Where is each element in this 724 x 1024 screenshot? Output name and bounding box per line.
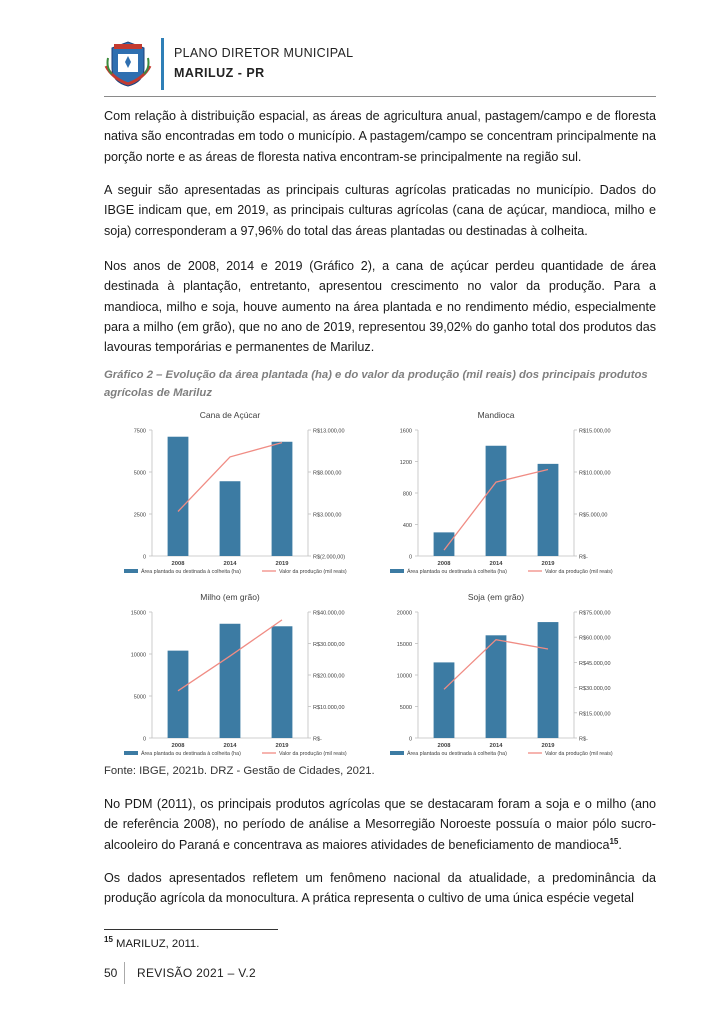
legend-swatch-area bbox=[390, 569, 404, 573]
figure-caption: Gráfico 2 – Evolução da área plantada (ha) e do valor da produção (mil reais) dos principais produtos agrícolas de Mariluz bbox=[104, 369, 648, 399]
chart-svg bbox=[370, 586, 632, 764]
y2-tick-label: R$(2.000,00) bbox=[313, 554, 346, 561]
chart-svg bbox=[370, 404, 632, 582]
bar-2019 bbox=[272, 442, 293, 556]
y2-tick-label: R$5.000,00 bbox=[579, 512, 608, 519]
bar-2019 bbox=[272, 626, 293, 738]
x-tick-label: 2014 bbox=[489, 561, 503, 567]
x-tick-label: 2019 bbox=[541, 561, 555, 567]
bar-2014 bbox=[220, 624, 241, 738]
y-tick-label: 0 bbox=[142, 736, 146, 743]
x-tick-label: 2008 bbox=[437, 561, 451, 567]
revision-label: REVISÃO 2021 – V.2 bbox=[137, 966, 257, 980]
legend-label-area: Área plantada ou destinada à colheita (ha) bbox=[407, 569, 507, 575]
y-tick-label: 15000 bbox=[396, 642, 412, 648]
chart-title: Soja (em grão) bbox=[467, 592, 525, 602]
x-tick-label: 2019 bbox=[541, 743, 555, 749]
paragraph-3: Nos anos de 2008, 2014 e 2019 (Gráfico 2), a cana de açúcar perdeu quantidade de área destinada à plantação, entretanto, apresentou crescimento no valor da produção. Para a mandioca, milho e soja, houve aumento na área plantada e no rendimento médio, especialmente para a milho (em grão), que no ano de 2019, representou 39,02% do ganho total dos produtos das lavouras temporárias e permanentes de Mariluz. bbox=[104, 259, 656, 355]
y-tick-label: 400 bbox=[402, 523, 412, 529]
chart-milho bbox=[104, 586, 366, 764]
page-header bbox=[104, 36, 656, 97]
x-tick-label: 2014 bbox=[223, 561, 237, 567]
y-tick-label: 0 bbox=[408, 554, 412, 561]
y-tick-label: 2500 bbox=[133, 512, 146, 519]
y2-tick-label: R$- bbox=[579, 736, 588, 743]
footnote-mark: 15 bbox=[104, 935, 113, 945]
legend-label-value: Valor da produção (mil reais) bbox=[545, 751, 613, 757]
x-tick-label: 2014 bbox=[489, 743, 503, 749]
y-tick-label: 10000 bbox=[130, 652, 146, 659]
y2-tick-label: R$20.000,00 bbox=[313, 673, 345, 680]
y-tick-label: 1600 bbox=[399, 428, 412, 435]
x-tick-label: 2008 bbox=[171, 743, 185, 749]
y-tick-label: 10000 bbox=[396, 673, 412, 680]
y2-tick-label: R$75.000,00 bbox=[579, 610, 611, 617]
legend-label-area: Área plantada ou destinada à colheita (ha) bbox=[141, 751, 241, 757]
y2-tick-label: R$8.000,00 bbox=[313, 470, 342, 477]
bar-2008 bbox=[434, 662, 455, 738]
y2-tick-label: R$10.000,00 bbox=[313, 705, 345, 711]
y2-tick-label: R$30.000,00 bbox=[579, 686, 611, 693]
bar-2019 bbox=[538, 464, 559, 556]
legend-swatch-area bbox=[124, 569, 138, 573]
municipal-coat-of-arms-icon bbox=[104, 38, 152, 88]
x-tick-label: 2014 bbox=[223, 743, 237, 749]
paragraph-5: Os dados apresentados refletem um fenômeno nacional da atualidade, a predominância da produção agrícola da monocultura. A prática representa o cultivo de uma única espécie vegetal bbox=[104, 871, 656, 906]
y-tick-label: 0 bbox=[142, 554, 146, 561]
x-tick-label: 2008 bbox=[171, 561, 185, 567]
footnote bbox=[104, 935, 200, 950]
footnote-reference[interactable]: 15 bbox=[609, 836, 619, 846]
y2-tick-label: R$15.000,00 bbox=[579, 428, 611, 435]
chart-title: Mandioca bbox=[477, 410, 515, 420]
y2-tick-label: R$- bbox=[579, 554, 588, 561]
y2-tick-label: R$60.000,00 bbox=[579, 635, 611, 642]
y-tick-label: 15000 bbox=[130, 610, 146, 617]
y2-tick-label: R$- bbox=[313, 736, 322, 743]
legend-label-value: Valor da produção (mil reais) bbox=[279, 751, 347, 757]
footer-divider bbox=[124, 962, 125, 984]
header-accent-bar bbox=[161, 38, 164, 90]
chart-soja bbox=[370, 586, 632, 764]
y2-tick-label: R$15.000,00 bbox=[579, 711, 611, 718]
x-tick-label: 2019 bbox=[275, 561, 289, 567]
page-number: 50 bbox=[104, 966, 118, 980]
footnote-divider bbox=[104, 929, 278, 930]
x-tick-label: 2019 bbox=[275, 743, 289, 749]
header-subtitle: MARILUZ - PR bbox=[174, 66, 265, 80]
bar-2008 bbox=[168, 651, 189, 738]
y2-tick-label: R$10.000,00 bbox=[579, 470, 611, 477]
y-tick-label: 0 bbox=[408, 736, 412, 743]
chart-mandioca bbox=[370, 404, 632, 582]
chart-title: Cana de Açúcar bbox=[199, 410, 261, 420]
y2-tick-label: R$45.000,00 bbox=[579, 660, 611, 667]
y2-tick-label: R$3.000,00 bbox=[313, 512, 342, 519]
chart-cana-de-acucar bbox=[104, 404, 366, 582]
paragraph-4: No PDM (2011), os principais produtos agrícolas que se destacaram foram a soja e o milho (ano de referência 2008), no período de análise a Mesorregião Noroeste possuía o maior pólo sucro-alcooleiro do Paraná e concentrava as maiores atividades de beneficiamento de mandioca$^{15}$. bbox=[104, 797, 656, 852]
x-tick-label: 2008 bbox=[437, 743, 451, 749]
bar-2014 bbox=[486, 446, 507, 556]
y-tick-label: 5000 bbox=[399, 705, 412, 711]
legend-label-area: Área plantada ou destinada à colheita (ha) bbox=[407, 751, 507, 757]
bar-2008 bbox=[168, 437, 189, 556]
bar-2008 bbox=[434, 532, 455, 556]
header-title: PLANO DIRETOR MUNICIPAL bbox=[174, 46, 354, 60]
legend-label-value: Valor da produção (mil reais) bbox=[279, 569, 347, 575]
bar-2019 bbox=[538, 622, 559, 738]
y-tick-label: 800 bbox=[402, 491, 412, 498]
paragraph-4-text: No PDM (2011), os principais produtos agrícolas que se destacaram foram a soja e o milho (ano de referência 2008), no período de análise a Mesorregião Noroeste possuía o maior pólo sucro-alcooleiro do Paraná e concentrava as maiores atividades de beneficiamento de mandioca bbox=[104, 797, 656, 852]
y-tick-label: 1200 bbox=[399, 460, 412, 466]
y-tick-label: 20000 bbox=[396, 610, 412, 617]
bar-2014 bbox=[220, 481, 241, 556]
y2-tick-label: R$13.000,00 bbox=[313, 428, 345, 435]
y-tick-label: 5000 bbox=[133, 470, 146, 477]
paragraph-1: Com relação à distribuição espacial, as áreas de agricultura anual, pastagem/campo e de floresta nativa são encontradas em todo o município. A pastagem/campo se concentram principalmente na porção norte e as áreas de floresta nativa encontram-se principalmente na região sul. bbox=[104, 109, 656, 164]
y-tick-label: 5000 bbox=[133, 694, 146, 701]
legend-label-value: Valor da produção (mil reais) bbox=[545, 569, 613, 575]
legend-swatch-area bbox=[390, 751, 404, 755]
paragraph-2: A seguir são apresentadas as principais culturas agrícolas praticadas no município. Dados do IBGE indicam que, em 2019, as principais culturas agrícolas (cana de açúcar, mandioca, milho e soja) corresponderam a 97,96% do total das áreas plantadas ou destinadas à colheita. bbox=[104, 183, 656, 238]
bar-2014 bbox=[486, 635, 507, 738]
y2-tick-label: R$30.000,00 bbox=[313, 642, 345, 648]
chart-svg bbox=[104, 586, 366, 764]
chart-title: Milho (em grão) bbox=[200, 592, 260, 602]
y2-tick-label: R$40.000,00 bbox=[313, 610, 345, 617]
legend-swatch-area bbox=[124, 751, 138, 755]
footnote-text: MARILUZ, 2011. bbox=[112, 938, 200, 950]
chart-svg bbox=[104, 404, 366, 582]
legend-label-area: Área plantada ou destinada à colheita (ha) bbox=[141, 569, 241, 575]
figure-source: Fonte: IBGE, 2021b. DRZ - Gestão de Cidades, 2021. bbox=[104, 765, 375, 777]
y-tick-label: 7500 bbox=[133, 428, 146, 435]
